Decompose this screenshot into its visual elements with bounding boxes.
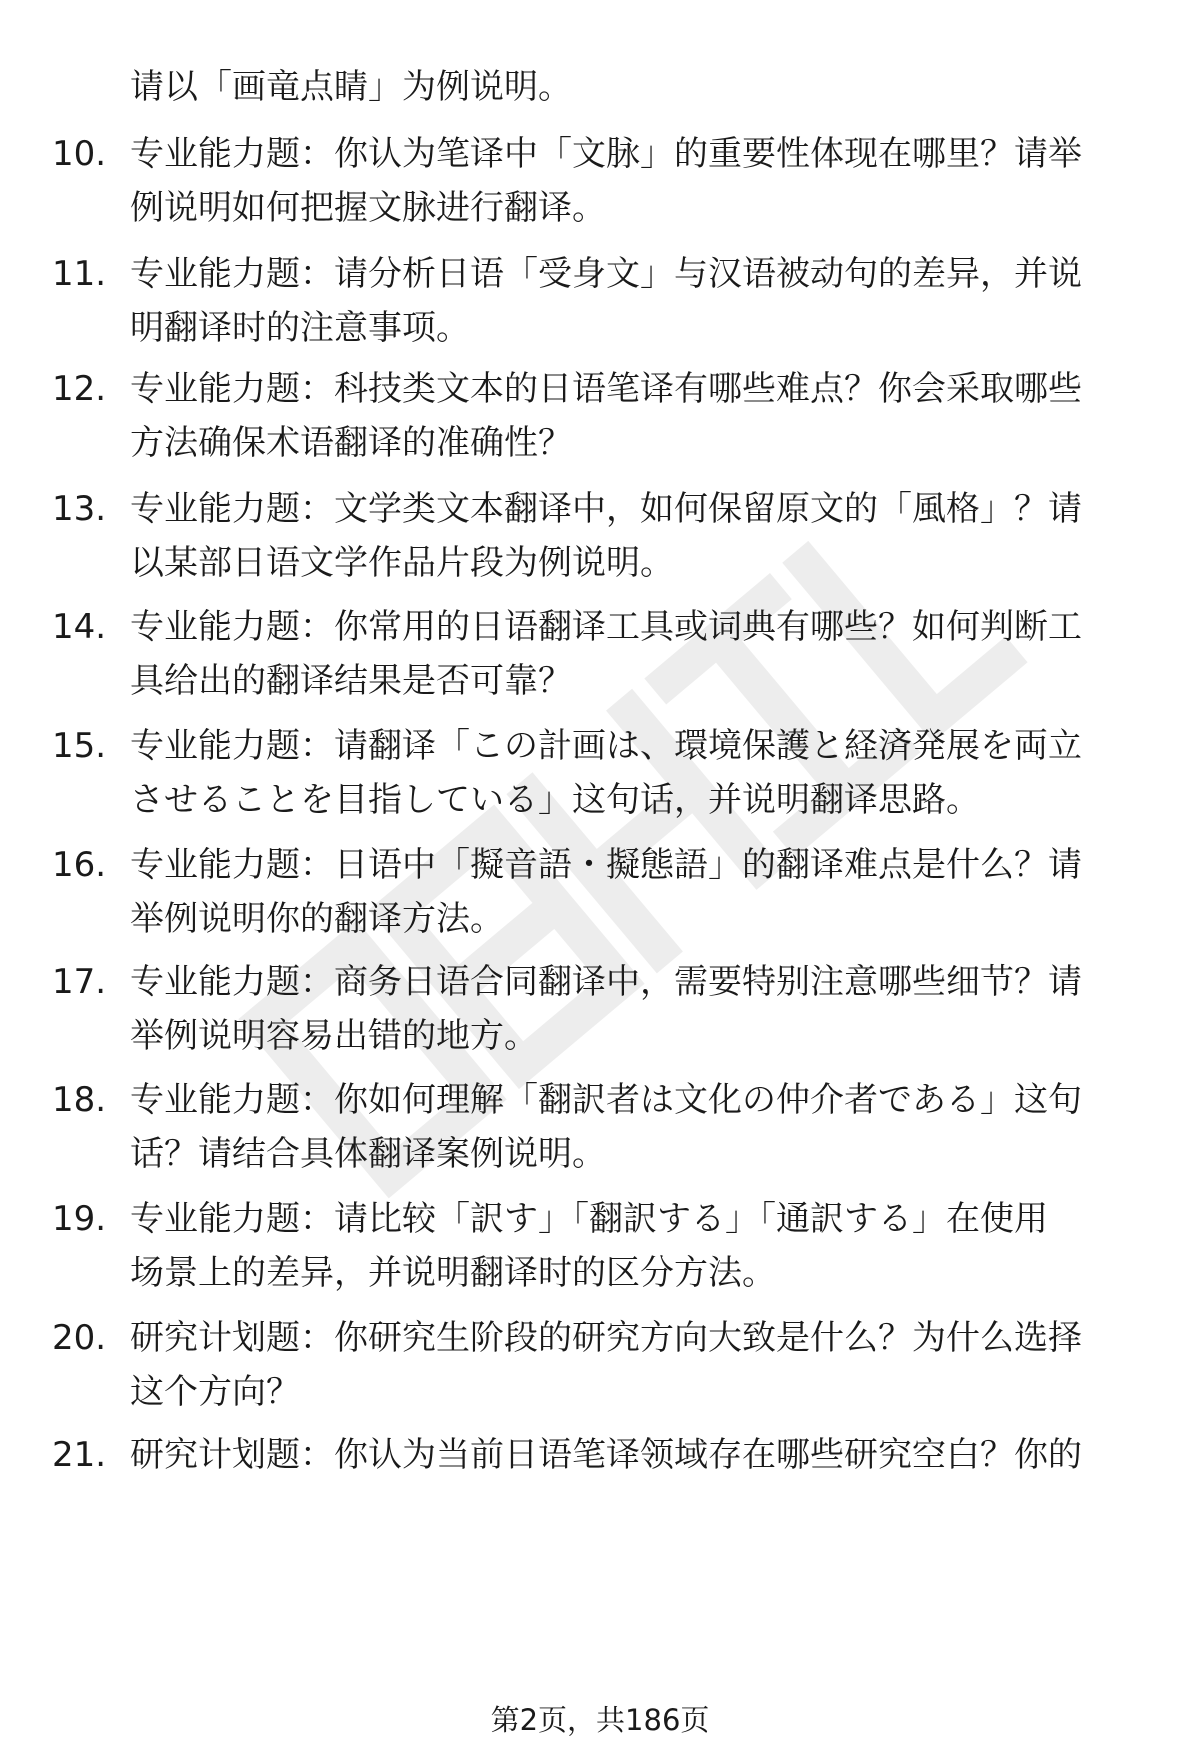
question-text: 研究计划题：你认为当前日语笔译领域存在哪些研究空白？你的 <box>130 1435 1082 1475</box>
question-number: 11. <box>52 254 107 294</box>
question-number: 19. <box>52 1199 107 1239</box>
question-text: 专业能力题：文学类文本翻译中，如何保留原文的「風格」？请 以某部日语文学作品片段为例说明。 <box>130 489 1082 583</box>
question-number: 17. <box>52 962 107 1002</box>
question-text: 专业能力题：请翻译「この計画は、環境保護と経済発展を両立 させることを目指している」这句话，并说明翻译思路。 <box>130 726 1082 820</box>
question-number: 16. <box>52 845 107 885</box>
question-number: 20. <box>52 1318 107 1358</box>
question-text: 专业能力题：科技类文本的日语笔译有哪些难点？你会采取哪些 方法确保术语翻译的准确性？ <box>130 369 1082 463</box>
question-number: 14. <box>52 607 107 647</box>
question-text: 专业能力题：你认为笔译中「文脉」的重要性体现在哪里？请举 例说明如何把握文脉进行翻译。 <box>130 134 1082 228</box>
question-number: 12. <box>52 369 107 409</box>
question-number: 21. <box>52 1435 107 1475</box>
question-text: 专业能力题：请分析日语「受身文」与汉语被动句的差异，并说 明翻译时的注意事项。 <box>130 254 1082 348</box>
question-number: 18. <box>52 1080 107 1120</box>
question-text: 专业能力题：商务日语合同翻译中，需要特别注意哪些细节？请 举例说明容易出错的地方。 <box>130 962 1082 1056</box>
question-text: 专业能力题：你如何理解「翻訳者は文化の仲介者である」这句 话？请结合具体翻译案例说明。 <box>130 1080 1082 1174</box>
question-text: 研究计划题：你研究生阶段的研究方向大致是什么？为什么选择 这个方向？ <box>130 1318 1082 1412</box>
question-text: 专业能力题：你常用的日语翻译工具或词典有哪些？如何判断工 具给出的翻译结果是否可靠？ <box>130 607 1082 701</box>
question-number: 10. <box>52 134 107 174</box>
question-text: 专业能力题：请比较「訳す」「翻訳する」「通訳する」在使用 场景上的差异，并说明翻译时的区分方法。 <box>130 1199 1048 1293</box>
continued-question-text: 请以「画竜点睛」为例说明。 <box>130 67 572 107</box>
question-text: 专业能力题：日语中「擬音語・擬態語」的翻译难点是什么？请 举例说明你的翻译方法。 <box>130 845 1082 939</box>
page-footer: 第2页，共186页 <box>490 1703 710 1737</box>
question-number: 13. <box>52 489 107 529</box>
question-number: 15. <box>52 726 107 766</box>
